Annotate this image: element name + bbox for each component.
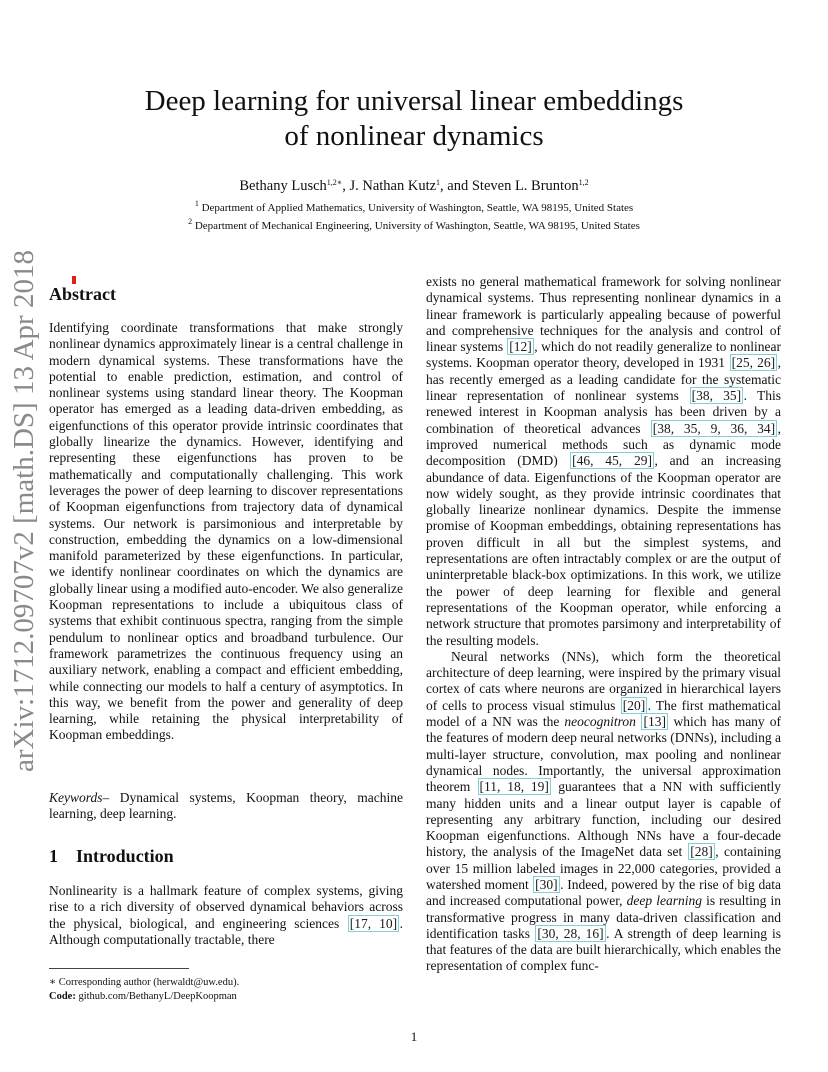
intro-text-2: . Although computationally tractable, there	[49, 915, 403, 947]
author-list	[0, 178, 828, 195]
intro-paragraph-left	[49, 883, 403, 948]
keywords	[49, 790, 403, 823]
citation-link[interactable]: [25, 26]	[731, 355, 776, 371]
section-title: Introduction	[76, 846, 174, 866]
author-1: Bethany Lusch	[239, 178, 327, 194]
text-run: , which do not readily generalize to nonlinear systems. Koopman operator theory, developed in 1931	[426, 339, 781, 371]
text-run: , containing over 15 million labeled images in 22,000 categories, provided a watershed moment	[426, 844, 781, 892]
arxiv-stamp-text: arXiv:1712.09707v2 [math.DS] 13 Apr 2018	[8, 250, 40, 772]
text-run: , has recently emerged as a leading candidate for the systematic linear representation of nonlinear systems	[426, 355, 781, 404]
citation-link[interactable]: [30, 28, 16]	[537, 925, 604, 941]
text-run: . This renewed interest in Koopman analysis has been driven by a combination of theoretical advances	[426, 388, 781, 436]
keywords-text: – Dynamical systems, Koopman theory, machine learning, deep learning.	[49, 790, 403, 822]
page-number: 1	[410, 1029, 418, 1044]
italic-term: deep learning	[626, 893, 702, 909]
title-line-1: Deep learning for universal linear embeddings	[144, 85, 684, 117]
citation-link[interactable]: [17, 10]	[349, 915, 398, 931]
author-3: , and Steven L. Brunton	[440, 178, 579, 194]
text-run: exists no general mathematical framework for solving nonlinear dynamical systems. Thus representing nonlinear dynamics in a linear framework is particularly appealing because of powerful and comprehensive techniques for the analysis and control of linear systems	[426, 274, 781, 355]
citation-link[interactable]: [13]	[643, 714, 666, 730]
title-line-2: of nonlinear dynamics	[284, 120, 544, 152]
intro-text-1: Nonlinearity is a hallmark feature of complex systems, giving rise to a rich diversity of observed dynamical behaviors across the physical, biological, and engineering sciences	[49, 883, 403, 931]
author-2-sup: 1	[436, 178, 441, 187]
text-run: . Indeed, powered by the rise of big data and increased computational power,	[426, 876, 781, 909]
text-run: which has many of the features of modern deep neural networks (DNNs), including a multi-layer structure, convolution, max pooling and nonlinear dynamical nodes. Importantly, the universal approximation theorem	[426, 714, 782, 795]
right-paragraph-1	[426, 274, 781, 649]
citation-link[interactable]: [20]	[622, 697, 646, 713]
annotation-marker	[72, 276, 76, 284]
author-1-sup: 1,2∗	[326, 178, 343, 187]
paper-title	[0, 84, 828, 154]
affiliation-1	[0, 199, 828, 214]
right-column	[426, 274, 781, 975]
citation-link[interactable]: [12]	[509, 339, 532, 355]
citation-link[interactable]: [11, 18, 19]	[479, 779, 549, 795]
abstract-body	[49, 320, 403, 744]
section-number: 1	[49, 846, 58, 866]
text-run: guarantees that a NN with sufficiently many hidden units and a linear output layer is capable of representing any arbitrary function, including our desired Koopman eigenfunctions. Although NNs have a four-decade history, the analysis of the ImageNet data set	[426, 779, 781, 860]
affiliation-2-sup: 2	[188, 217, 193, 226]
affiliation-2	[0, 217, 828, 232]
footnote-code-label: Code:	[49, 991, 76, 1002]
text-run: , improved numerical methods such as dynamic mode decomposition (DMD)	[426, 420, 781, 469]
footnote-code	[49, 990, 237, 1003]
citation-link[interactable]: [46, 45, 29]	[572, 453, 652, 469]
affiliation-2-text: Department of Mechanical Engineering, University of Washington, Seattle, WA 98195, United States	[194, 220, 640, 232]
section-heading-introduction	[49, 846, 174, 867]
text-run: is resulting in transformative progress in many data-driven classification and identification tasks	[426, 893, 781, 941]
citation-link[interactable]: [38, 35]	[691, 388, 742, 404]
italic-term: neocognitron	[564, 714, 636, 730]
right-paragraph-2	[426, 649, 781, 975]
keywords-label: Keywords	[49, 790, 103, 805]
abstract-heading: Abstract	[49, 284, 116, 304]
affiliation-1-sup: 1	[194, 199, 199, 208]
author-2: , J. Nathan Kutz	[342, 178, 437, 194]
arxiv-stamp	[4, 250, 44, 772]
text-run: . A strength of deep learning is that features of the data are built hierarchically, which enables the representation of complex func-	[426, 925, 782, 974]
footnote-corresponding: ∗ Corresponding author (herwaldt@uw.edu).	[49, 977, 240, 988]
citation-link[interactable]: [38, 35, 9, 36, 34]	[652, 420, 776, 436]
abstract-text: Identifying coordinate transformations that make strongly nonlinear dynamics approximately linear is a central challenge in modern dynamical systems. These transformations have the potential to enable prediction, estimation, and control of nonlinear systems using standard linear theory. The Koopman operator has emerged as a leading data-driven embedding, as eigenfunctions of this operator provide intrinsic coordinates that globally linearize the dynamics. However, identifying and representing these eigenfunctions has proven to be mathematically and computationally challenging. This work leverages the power of deep learning to discover representations of Koopman eigenfunctions from trajectory data of dynamical systems. Our network is parsimonious and interpretable by construction, embedding the dynamics on a low-dimensional manifold parameterized by these eigenfunctions. In particular, we identify nonlinear coordinates on which the dynamics are globally linear using a modified auto-encoder. We also generalize Koopman representations to include a ubiquitous class of systems that exhibit continuous spectra, ranging from the simple pendulum to nonlinear optics and broadband turbulence. Our framework parametrizes the continuous frequency using an auxiliary network, enabling a compact and efficient embedding, while connecting our models to half a century of asymptotics. In this way, we benefit from the power and generality of deep learning, while retaining the physical interpretability of Koopman embeddings.	[49, 320, 403, 743]
citation-link[interactable]: [30]	[535, 876, 558, 892]
citation-link[interactable]: [28]	[690, 844, 713, 860]
text-run: , and an increasing abundance of data. Eigenfunctions of the Koopman operator are now widely sought, as they provide intrinsic coordinates that globally linearize nonlinear dynamics. Despite the immense promise of Koopman embeddings, obtaining representations has proven difficult in all but the simplest systems, and representations are often intractably complex or are the output of uninterpretable black-box optimizations. In this work, we utilize the power of deep learning for flexible and general representations of the Koopman operator, while enforcing a network structure that promotes parsimony and interpretability of the resulting models.	[426, 453, 782, 648]
text-run: Neural networks (NNs), which form the theoretical architecture of deep learning, were inspired by the primary visual cortex of cats where neurons are organized in hierarchical layers of cells to process visual stimulus	[426, 648, 781, 713]
affiliation-1-text: Department of Applied Mathematics, University of Washington, Seattle, WA 98195, United States	[201, 202, 634, 214]
footnote-code-link[interactable]: github.com/BethanyL/DeepKoopman	[75, 991, 237, 1002]
text-run: . The first mathematical model of a NN was the	[426, 697, 781, 730]
author-3-sup: 1,2	[578, 178, 589, 187]
footnote-rule	[49, 968, 189, 969]
